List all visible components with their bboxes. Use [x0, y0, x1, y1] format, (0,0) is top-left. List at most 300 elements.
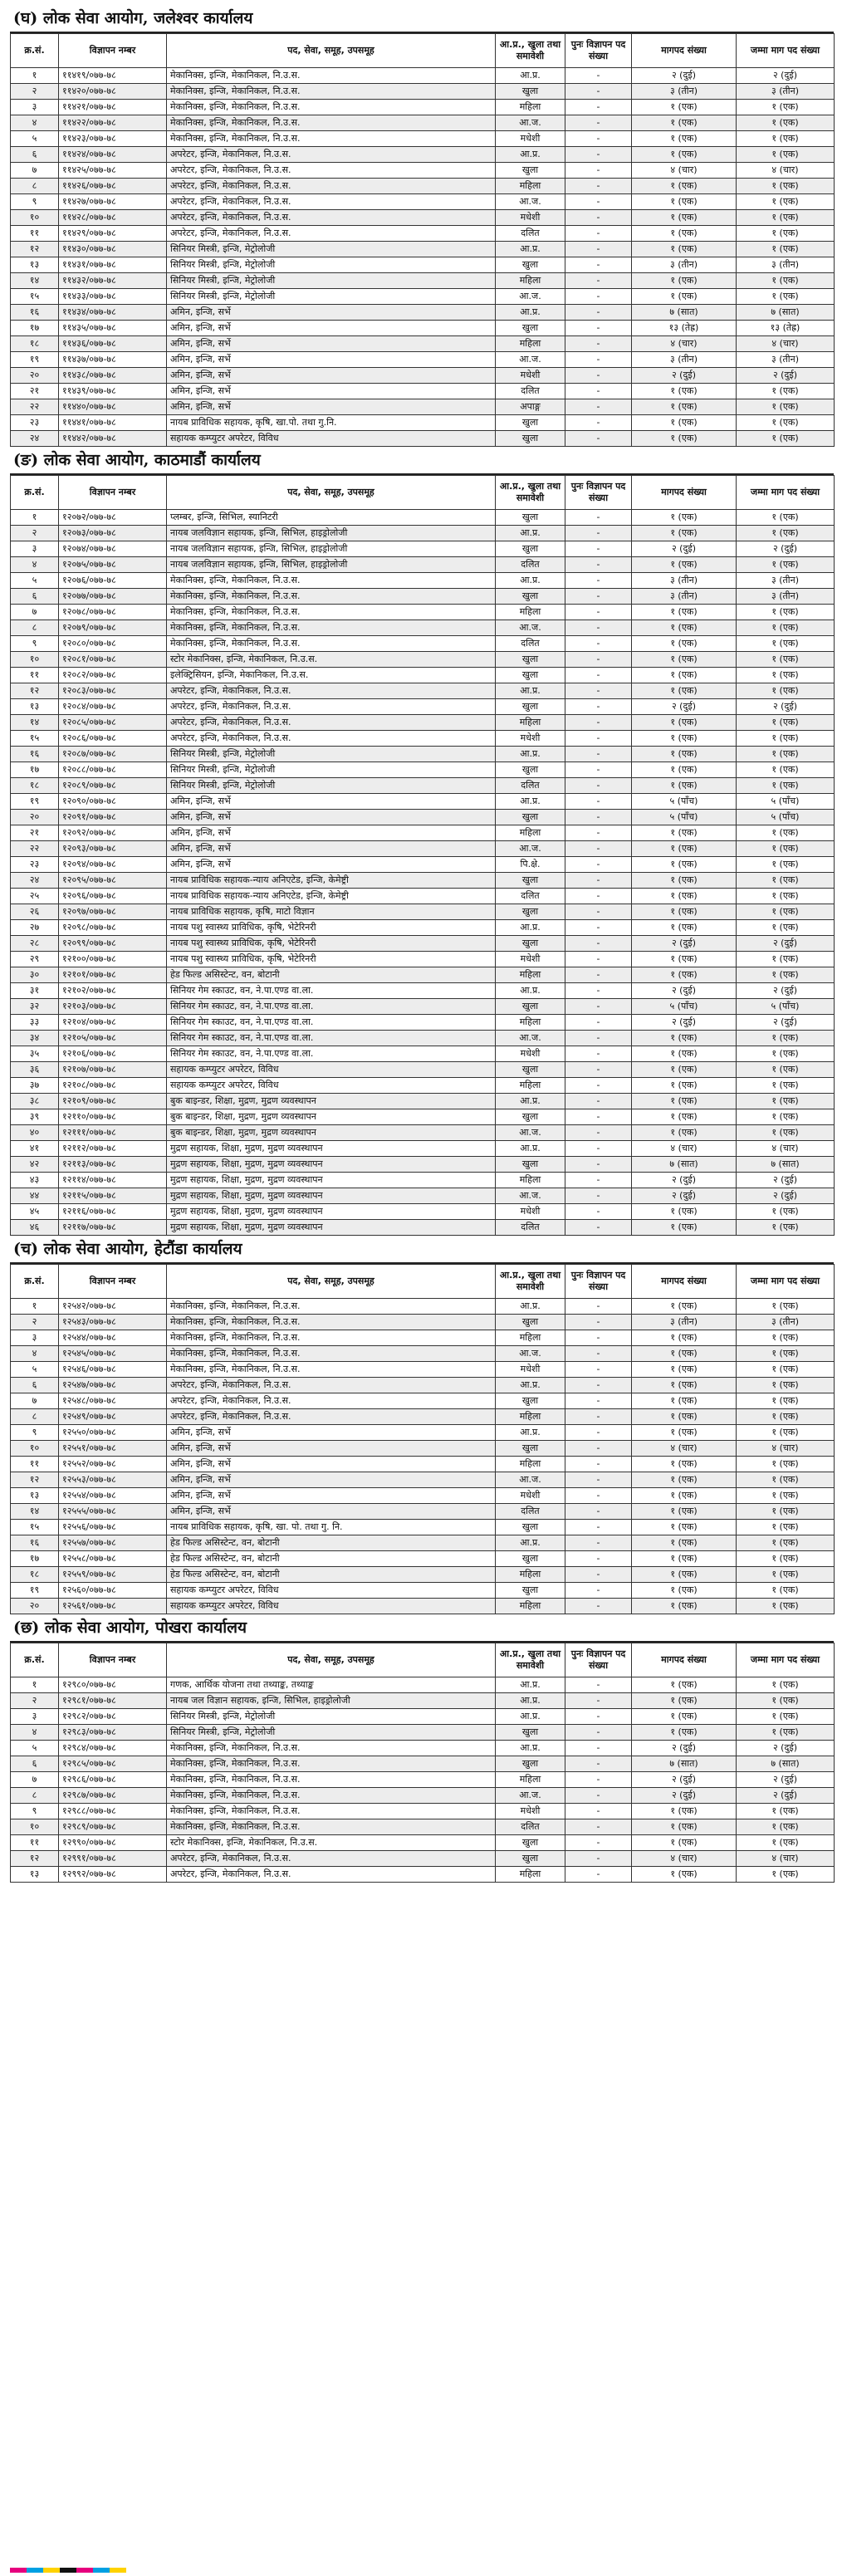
cell-demand: १ (एक)	[632, 210, 737, 226]
cell-code: १२११५/०७७-७८	[59, 1188, 167, 1204]
table-row	[11, 1425, 835, 1441]
cell-total: १ (एक)	[737, 399, 835, 415]
cell-readv: -	[565, 84, 632, 100]
cell-post: मेकानिक्स, इन्जि, मेकानिकल, नि.उ.स.	[167, 131, 496, 147]
cell-post: अमिन, इन्जि, सर्भे	[167, 321, 496, 336]
cell-code: १२५५९/०७७-७८	[59, 1567, 167, 1583]
cell-demand: २ (दुई)	[632, 699, 737, 715]
cell-cat: आ.ज.	[496, 620, 565, 636]
table-row	[11, 305, 835, 321]
cell-readv: -	[565, 620, 632, 636]
cell-demand: १ (एक)	[632, 1062, 737, 1078]
color-swatch	[76, 2568, 93, 2573]
table-row	[11, 904, 835, 920]
cell-readv: -	[565, 289, 632, 305]
cell-sn: १२	[11, 1472, 59, 1488]
cell-code: १२९८६/०७७-७८	[59, 1772, 167, 1788]
cell-code: १२०८४/०७७-७८	[59, 699, 167, 715]
cell-total: १ (एक)	[737, 1867, 835, 1883]
cell-code: १२१११/०७७-७८	[59, 1125, 167, 1141]
cell-readv: -	[565, 573, 632, 589]
cell-code: १२०८६/०७७-७८	[59, 731, 167, 747]
cell-cat: दलित	[496, 1220, 565, 1236]
cell-code: ११४३०/०७७-७८	[59, 242, 167, 257]
table-row	[11, 1441, 835, 1457]
table-row	[11, 1409, 835, 1425]
cell-total: २ (दुई)	[737, 1772, 835, 1788]
cell-demand: १ (एक)	[632, 873, 737, 889]
cell-demand: १ (एक)	[632, 179, 737, 194]
cell-demand: ४ (चार)	[632, 1441, 737, 1457]
table-row	[11, 1583, 835, 1599]
cell-code: ११४२२/०७७-७८	[59, 115, 167, 131]
cell-demand: ७ (सात)	[632, 305, 737, 321]
cell-sn: ९	[11, 636, 59, 652]
cell-cat: मधेशी	[496, 731, 565, 747]
cell-cat: महिला	[496, 1772, 565, 1788]
cell-code: १२११०/०७७-७८	[59, 1109, 167, 1125]
cell-sn: १४	[11, 273, 59, 289]
cell-code: ११४४२/०७७-७८	[59, 431, 167, 447]
table-row	[11, 920, 835, 936]
cell-readv: -	[565, 636, 632, 652]
cell-post: अपरेटर, इन्जि, मेकानिकल, नि.उ.स.	[167, 226, 496, 242]
cell-readv: -	[565, 715, 632, 731]
cell-demand: ७ (सात)	[632, 1157, 737, 1173]
cell-demand: २ (दुई)	[632, 1772, 737, 1788]
cell-post: मेकानिक्स, इन्जि, मेकानिकल, नि.उ.स.	[167, 1804, 496, 1819]
table-row	[11, 541, 835, 557]
column-header-readv: पुनः विज्ञापन पद संख्या	[565, 1643, 632, 1677]
cell-code: १२०७२/०७७-७८	[59, 510, 167, 526]
cell-total: १ (एक)	[737, 431, 835, 447]
cell-readv: -	[565, 747, 632, 762]
cell-readv: -	[565, 1804, 632, 1819]
table-row	[11, 620, 835, 636]
cell-demand: १ (एक)	[632, 683, 737, 699]
cell-total: २ (दुई)	[737, 1188, 835, 1204]
cell-total: ३ (तीन)	[737, 589, 835, 605]
print-color-strip	[10, 2568, 126, 2573]
cell-sn: २१	[11, 384, 59, 399]
cell-demand: १ (एक)	[632, 242, 737, 257]
cell-cat: खुला	[496, 1851, 565, 1867]
cell-code: १२११४/०७७-७८	[59, 1173, 167, 1188]
cell-code: ११४३५/०७७-७८	[59, 321, 167, 336]
cell-code: १२०८०/०७७-७८	[59, 636, 167, 652]
cell-demand: १ (एक)	[632, 1125, 737, 1141]
header-row	[11, 1643, 835, 1677]
cell-sn: १५	[11, 731, 59, 747]
table-row	[11, 1709, 835, 1725]
cell-readv: -	[565, 1504, 632, 1520]
cell-post: स्टोर मेकानिक्स, इन्जि, मेकानिकल, नि.उ.स.	[167, 652, 496, 668]
cell-sn: ३१	[11, 983, 59, 999]
cell-total: १ (एक)	[737, 1725, 835, 1741]
cell-code: १२९८३/०७७-७८	[59, 1725, 167, 1741]
cell-post: नायब जल विज्ञान सहायक, इन्जि, सिभिल, हाइड्रोलोजी	[167, 1693, 496, 1709]
table-row	[11, 1346, 835, 1362]
cell-post: मेकानिक्स, इन्जि, मेकानिकल, नि.उ.स.	[167, 1741, 496, 1756]
cell-cat: आ.ज.	[496, 1788, 565, 1804]
cell-demand: १ (एक)	[632, 1409, 737, 1425]
table-row	[11, 636, 835, 652]
table-row	[11, 841, 835, 857]
cell-total: ३ (तीन)	[737, 84, 835, 100]
cell-readv: -	[565, 210, 632, 226]
cell-total: १ (एक)	[737, 1551, 835, 1567]
table-row	[11, 336, 835, 352]
cell-sn: २	[11, 1693, 59, 1709]
cell-post: अपरेटर, इन्जि, मेकानिकल, नि.उ.स.	[167, 147, 496, 163]
cell-code: १२५५१/०७७-७८	[59, 1441, 167, 1457]
cell-readv: -	[565, 1220, 632, 1236]
cell-total: १ (एक)	[737, 1125, 835, 1141]
cell-code: ११४२९/०७७-७८	[59, 226, 167, 242]
vacancy-table	[10, 33, 835, 447]
cell-demand: ४ (चार)	[632, 1141, 737, 1157]
cell-sn: ४३	[11, 1173, 59, 1188]
section-title: (च) लोक सेवा आयोग, हेटौंडा कार्यालय	[10, 1236, 834, 1264]
cell-readv: -	[565, 699, 632, 715]
cell-code: १२५४५/०७७-७८	[59, 1346, 167, 1362]
cell-post: मेकानिक्स, इन्जि, मेकानिकल, नि.उ.स.	[167, 1362, 496, 1378]
cell-code: ११४३४/०७७-७८	[59, 305, 167, 321]
cell-sn: ३७	[11, 1078, 59, 1094]
cell-readv: -	[565, 1567, 632, 1583]
table-row	[11, 952, 835, 967]
cell-demand: १ (एक)	[632, 1362, 737, 1378]
cell-post: मेकानिक्स, इन्जि, मेकानिकल, नि.उ.स.	[167, 605, 496, 620]
table-row	[11, 1567, 835, 1583]
cell-demand: १ (एक)	[632, 147, 737, 163]
cell-readv: -	[565, 163, 632, 179]
cell-sn: ३	[11, 541, 59, 557]
cell-code: १२९८८/०७७-७८	[59, 1804, 167, 1819]
cell-sn: १०	[11, 652, 59, 668]
cell-code: १२१०७/०७७-७८	[59, 1062, 167, 1078]
cell-post: मेकानिक्स, इन्जि, मेकानिकल, नि.उ.स.	[167, 1819, 496, 1835]
cell-post: मेकानिक्स, इन्जि, मेकानिकल, नि.उ.स.	[167, 1299, 496, 1315]
table-row	[11, 715, 835, 731]
table-row	[11, 399, 835, 415]
cell-post: अमिन, इन्जि, सर्भे	[167, 1457, 496, 1472]
cell-demand: १ (एक)	[632, 1835, 737, 1851]
cell-sn: १६	[11, 305, 59, 321]
cell-total: १ (एक)	[737, 825, 835, 841]
cell-post: सहायक कम्प्युटर अपरेटर, विविध	[167, 1062, 496, 1078]
cell-post: सिनियर मिस्त्री, इन्जि, मेट्रोलोजी	[167, 273, 496, 289]
cell-cat: मधेशी	[496, 1362, 565, 1378]
cell-cat: खुला	[496, 431, 565, 447]
cell-demand: १ (एक)	[632, 1535, 737, 1551]
cell-total: १ (एक)	[737, 1425, 835, 1441]
cell-code: १२०९२/०७७-७८	[59, 825, 167, 841]
cell-sn: ८	[11, 1788, 59, 1804]
header-row	[11, 1265, 835, 1299]
cell-post: अमिन, इन्जि, सर्भे	[167, 857, 496, 873]
table-row	[11, 1504, 835, 1520]
cell-sn: १४	[11, 715, 59, 731]
cell-demand: १ (एक)	[632, 620, 737, 636]
cell-cat: महिला	[496, 715, 565, 731]
cell-total: ३ (तीन)	[737, 573, 835, 589]
cell-demand: १ (एक)	[632, 1804, 737, 1819]
cell-code: १२११६/०७७-७८	[59, 1204, 167, 1220]
cell-sn: २४	[11, 431, 59, 447]
cell-sn: ११	[11, 226, 59, 242]
cell-cat: खुला	[496, 1393, 565, 1409]
vacancy-table	[10, 475, 835, 1236]
cell-sn: ३	[11, 100, 59, 115]
cell-sn: १०	[11, 1441, 59, 1457]
cell-cat: आ.ज.	[496, 352, 565, 368]
cell-total: १ (एक)	[737, 1094, 835, 1109]
cell-post: सिनियर गेम स्काउट, वन, ने.पा.एण्ड वा.ला.	[167, 1015, 496, 1031]
cell-code: ११४३३/०७७-७८	[59, 289, 167, 305]
cell-readv: -	[565, 589, 632, 605]
cell-code: १२०९८/०७७-७८	[59, 920, 167, 936]
table-row	[11, 1472, 835, 1488]
cell-code: १२०८८/०७७-७८	[59, 762, 167, 778]
cell-post: बुक बाइन्डर, शिक्षा, मुद्रण, मुद्रण व्यवस्थापन	[167, 1094, 496, 1109]
cell-code: १२०८१/०७७-७८	[59, 652, 167, 668]
table-row	[11, 1819, 835, 1835]
cell-cat: आ.प्र.	[496, 1535, 565, 1551]
cell-sn: २५	[11, 889, 59, 904]
cell-total: ४ (चार)	[737, 1441, 835, 1457]
cell-sn: ४	[11, 1346, 59, 1362]
cell-total: १ (एक)	[737, 1583, 835, 1599]
cell-readv: -	[565, 1835, 632, 1851]
cell-cat: आ.प्र.	[496, 1094, 565, 1109]
cell-demand: १ (एक)	[632, 1393, 737, 1409]
cell-demand: १ (एक)	[632, 1425, 737, 1441]
cell-sn: १	[11, 1299, 59, 1315]
cell-readv: -	[565, 1141, 632, 1157]
cell-sn: ८	[11, 620, 59, 636]
cell-total: १ (एक)	[737, 242, 835, 257]
cell-cat: खुला	[496, 415, 565, 431]
cell-sn: १	[11, 1677, 59, 1693]
cell-total: २ (दुई)	[737, 983, 835, 999]
cell-post: सिनियर गेम स्काउट, वन, ने.पा.एण्ड वा.ला.	[167, 999, 496, 1015]
cell-code: ११४३६/०७७-७८	[59, 336, 167, 352]
cell-demand: २ (दुई)	[632, 1015, 737, 1031]
cell-cat: आ.प्र.	[496, 747, 565, 762]
table-row	[11, 1157, 835, 1173]
cell-readv: -	[565, 1851, 632, 1867]
cell-total: १ (एक)	[737, 778, 835, 794]
cell-sn: १२	[11, 242, 59, 257]
cell-demand: ४ (चार)	[632, 336, 737, 352]
column-header-demand: मागपद संख्या	[632, 476, 737, 510]
cell-readv: -	[565, 226, 632, 242]
column-header-total: जम्मा माग पद संख्या	[737, 34, 835, 68]
cell-total: १ (एक)	[737, 1488, 835, 1504]
cell-readv: -	[565, 179, 632, 194]
cell-sn: १७	[11, 1551, 59, 1567]
cell-total: १ (एक)	[737, 147, 835, 163]
cell-post: अपरेटर, इन्जि, मेकानिकल, नि.उ.स.	[167, 210, 496, 226]
cell-readv: -	[565, 873, 632, 889]
cell-post: मेकानिक्स, इन्जि, मेकानिकल, नि.उ.स.	[167, 1756, 496, 1772]
cell-cat: खुला	[496, 873, 565, 889]
header-row	[11, 476, 835, 510]
table-row	[11, 794, 835, 810]
cell-cat: आ.ज.	[496, 194, 565, 210]
cell-demand: १ (एक)	[632, 889, 737, 904]
cell-demand: १ (एक)	[632, 1504, 737, 1520]
cell-cat: महिला	[496, 825, 565, 841]
cell-post: सहायक कम्प्युटर अपरेटर, विविध	[167, 1599, 496, 1614]
cell-cat: महिला	[496, 1867, 565, 1883]
cell-code: १२०९९/०७७-७८	[59, 936, 167, 952]
cell-total: ४ (चार)	[737, 1141, 835, 1157]
cell-total: १ (एक)	[737, 1062, 835, 1078]
cell-total: १ (एक)	[737, 1378, 835, 1393]
cell-readv: -	[565, 242, 632, 257]
cell-total: १ (एक)	[737, 1078, 835, 1094]
cell-readv: -	[565, 683, 632, 699]
cell-code: १२०७९/०७७-७८	[59, 620, 167, 636]
cell-demand: १ (एक)	[632, 131, 737, 147]
cell-cat: खुला	[496, 1109, 565, 1125]
cell-readv: -	[565, 1157, 632, 1173]
cell-post: मेकानिक्स, इन्जि, मेकानिकल, नि.उ.स.	[167, 1788, 496, 1804]
table-row	[11, 1835, 835, 1851]
cell-readv: -	[565, 1409, 632, 1425]
cell-cat: महिला	[496, 1078, 565, 1094]
cell-total: १ (एक)	[737, 952, 835, 967]
cell-demand: १ (एक)	[632, 1677, 737, 1693]
cell-post: अमिन, इन्जि, सर्भे	[167, 399, 496, 415]
cell-post: सिनियर गेम स्काउट, वन, ने.पा.एण्ड वा.ला.	[167, 1046, 496, 1062]
table-row	[11, 1015, 835, 1031]
cell-cat: आ.प्र.	[496, 147, 565, 163]
cell-post: अमिन, इन्जि, सर्भे	[167, 794, 496, 810]
cell-sn: २६	[11, 904, 59, 920]
cell-sn: ४१	[11, 1141, 59, 1157]
cell-demand: २ (दुई)	[632, 936, 737, 952]
cell-total: २ (दुई)	[737, 1173, 835, 1188]
cell-demand: १ (एक)	[632, 1520, 737, 1535]
cell-cat: खुला	[496, 936, 565, 952]
cell-demand: ३ (तीन)	[632, 257, 737, 273]
table-row	[11, 573, 835, 589]
cell-readv: -	[565, 1741, 632, 1756]
cell-cat: खुला	[496, 699, 565, 715]
column-header-code: विज्ञापन नम्बर	[59, 1265, 167, 1299]
cell-post: अपरेटर, इन्जि, मेकानिकल, नि.उ.स.	[167, 179, 496, 194]
cell-post: नायब पशु स्वास्थ्य प्राविधिक, कृषि, भेटेरिनरी	[167, 936, 496, 952]
cell-total: १ (एक)	[737, 668, 835, 683]
cell-code: ११४२८/०७७-७८	[59, 210, 167, 226]
color-swatch	[10, 2568, 27, 2573]
table-row	[11, 1520, 835, 1535]
cell-sn: ११	[11, 1457, 59, 1472]
cell-code: ११४२७/०७७-७८	[59, 194, 167, 210]
cell-demand: १ (एक)	[632, 1488, 737, 1504]
cell-cat: आ.प्र.	[496, 1141, 565, 1157]
cell-post: बुक बाइन्डर, शिक्षा, मुद्रण, मुद्रण व्यवस्थापन	[167, 1109, 496, 1125]
cell-sn: १	[11, 68, 59, 84]
cell-code: ११४२०/०७७-७८	[59, 84, 167, 100]
cell-demand: १ (एक)	[632, 1109, 737, 1125]
cell-readv: -	[565, 889, 632, 904]
cell-post: अपरेटर, इन्जि, मेकानिकल, नि.उ.स.	[167, 1851, 496, 1867]
cell-readv: -	[565, 1393, 632, 1409]
cell-post: स्टोर मेकानिक्स, इन्जि, मेकानिकल, नि.उ.स.	[167, 1835, 496, 1851]
cell-cat: मधेशी	[496, 368, 565, 384]
cell-post: अपरेटर, इन्जि, मेकानिकल, नि.उ.स.	[167, 1409, 496, 1425]
cell-readv: -	[565, 920, 632, 936]
cell-demand: १ (एक)	[632, 1819, 737, 1835]
cell-total: ४ (चार)	[737, 163, 835, 179]
cell-code: १२१०२/०७७-७८	[59, 983, 167, 999]
cell-post: मेकानिक्स, इन्जि, मेकानिकल, नि.उ.स.	[167, 589, 496, 605]
cell-cat: आ.ज.	[496, 841, 565, 857]
cell-sn: ४	[11, 557, 59, 573]
cell-total: १ (एक)	[737, 1409, 835, 1425]
cell-cat: आ.प्र.	[496, 1299, 565, 1315]
cell-code: ११४४१/०७७-७८	[59, 415, 167, 431]
cell-cat: आ.ज.	[496, 289, 565, 305]
cell-total: २ (दुई)	[737, 1788, 835, 1804]
cell-cat: महिला	[496, 967, 565, 983]
cell-readv: -	[565, 1425, 632, 1441]
cell-demand: १ (एक)	[632, 226, 737, 242]
cell-cat: खुला	[496, 1725, 565, 1741]
cell-cat: पि.क्षे.	[496, 857, 565, 873]
cell-code: १२०८५/०७७-७८	[59, 715, 167, 731]
cell-readv: -	[565, 904, 632, 920]
cell-post: अमिन, इन्जि, सर्भे	[167, 352, 496, 368]
cell-sn: ३	[11, 1709, 59, 1725]
cell-demand: १ (एक)	[632, 289, 737, 305]
cell-sn: २९	[11, 952, 59, 967]
cell-post: मुद्रण सहायक, शिक्षा, मुद्रण, मुद्रण व्यवस्थापन	[167, 1141, 496, 1157]
cell-demand: १ (एक)	[632, 747, 737, 762]
cell-post: अपरेटर, इन्जि, मेकानिकल, नि.उ.स.	[167, 715, 496, 731]
column-header-post: पद, सेवा, समूह, उपसमूह	[167, 476, 496, 510]
cell-code: १२१०४/०७७-७८	[59, 1015, 167, 1031]
cell-sn: ११	[11, 1835, 59, 1851]
table-row	[11, 368, 835, 384]
cell-sn: ७	[11, 163, 59, 179]
cell-demand: १ (एक)	[632, 384, 737, 399]
column-header-readv: पुनः विज्ञापन पद संख्या	[565, 1265, 632, 1299]
cell-post: नायब जलविज्ञान सहायक, इन्जि, सिभिल, हाइड्रोलोजी	[167, 541, 496, 557]
cell-post: हेड फिल्ड असिस्टेन्ट, वन, बोटानी	[167, 1567, 496, 1583]
cell-code: १२९९०/०७७-७८	[59, 1835, 167, 1851]
table-row	[11, 857, 835, 873]
cell-sn: ४४	[11, 1188, 59, 1204]
cell-demand: १ (एक)	[632, 1220, 737, 1236]
table-row	[11, 194, 835, 210]
cell-readv: -	[565, 1078, 632, 1094]
color-swatch	[27, 2568, 43, 2573]
cell-post: अमिन, इन्जि, सर्भे	[167, 336, 496, 352]
cell-cat: अपाङ्ग	[496, 399, 565, 415]
table-row	[11, 1141, 835, 1157]
cell-readv: -	[565, 1788, 632, 1804]
cell-demand: १ (एक)	[632, 1046, 737, 1062]
column-header-readv: पुनः विज्ञापन पद संख्या	[565, 34, 632, 68]
cell-cat: महिला	[496, 1015, 565, 1031]
cell-post: अमिन, इन्जि, सर्भे	[167, 825, 496, 841]
cell-sn: ३५	[11, 1046, 59, 1062]
